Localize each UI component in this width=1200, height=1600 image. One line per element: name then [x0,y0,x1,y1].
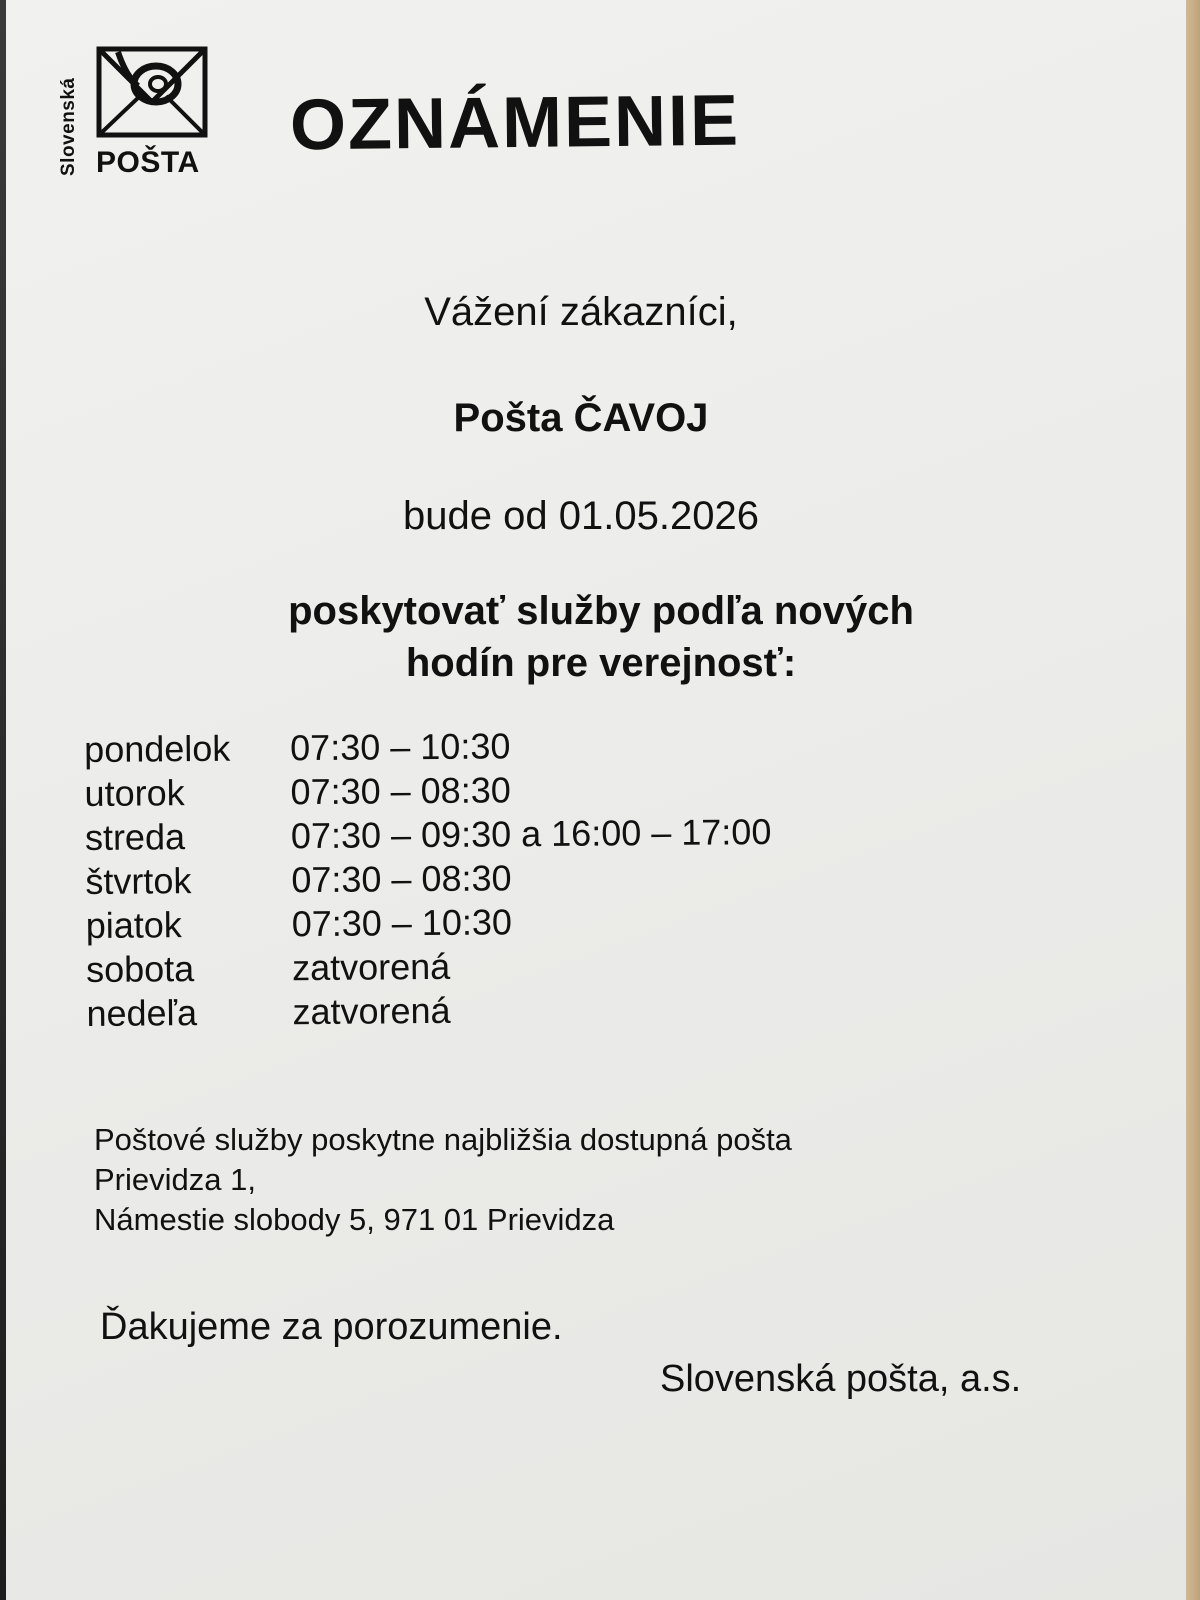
notice-paper [6,0,1186,1600]
day-name: štvrtok [85,860,192,902]
hours-row [84,766,771,816]
hours-row [85,810,772,860]
alternative-post-office-notice [94,1120,792,1240]
day-hours: 07:30 – 08:30 [290,769,511,813]
day-name: nedeľa [86,992,198,1034]
hours-row [86,942,773,992]
day-hours: 07:30 – 10:30 [291,901,513,945]
day-hours: 07:30 – 09:30 a 16:00 – 17:00 [290,811,772,857]
day-hours: 07:30 – 10:30 [290,725,511,769]
greeting: Vážení zákazníci, [424,290,738,334]
signature: Slovenská pošta, a.s. [660,1358,1022,1400]
notice-line-1: Poštové služby poskytne najbližšia dostupná pošta [94,1122,792,1157]
logo-posta-text: POŠTA [96,146,200,179]
services-line-2: hodín pre verejnosť: [405,641,797,685]
services-statement [26,585,1176,689]
notice-title: OZNÁMENIE [289,80,741,166]
day-name: piatok [85,904,182,946]
hours-row [85,854,772,904]
hours-row [86,898,773,948]
day-name: utorok [84,772,185,814]
day-hours: 07:30 – 08:30 [291,857,512,901]
notice-line-2: Prievidza 1, [94,1162,256,1197]
post-office-name: Pošta ČAVOJ [453,396,709,440]
logo-side-text: Slovenská [58,77,79,176]
services-line-1: poskytovať služby podľa nových [288,589,914,633]
slovenska-posta-logo [58,42,228,187]
hours-row [86,986,773,1036]
day-hours: zatvorená [292,989,451,1033]
day-name: sobota [85,948,195,990]
day-hours: zatvorená [291,945,451,989]
effective-date: bude od 01.05.2026 [403,494,759,538]
opening-hours-table [84,722,773,1036]
day-name: streda [84,816,186,858]
notice-line-3: Námestie slobody 5, 971 01 Prievidza [94,1202,615,1237]
hours-row [84,722,771,772]
post-horn-envelope-icon [96,46,208,138]
thanks-text: Ďakujeme za porozumenie. [100,1306,563,1348]
day-name: pondelok [84,727,231,770]
